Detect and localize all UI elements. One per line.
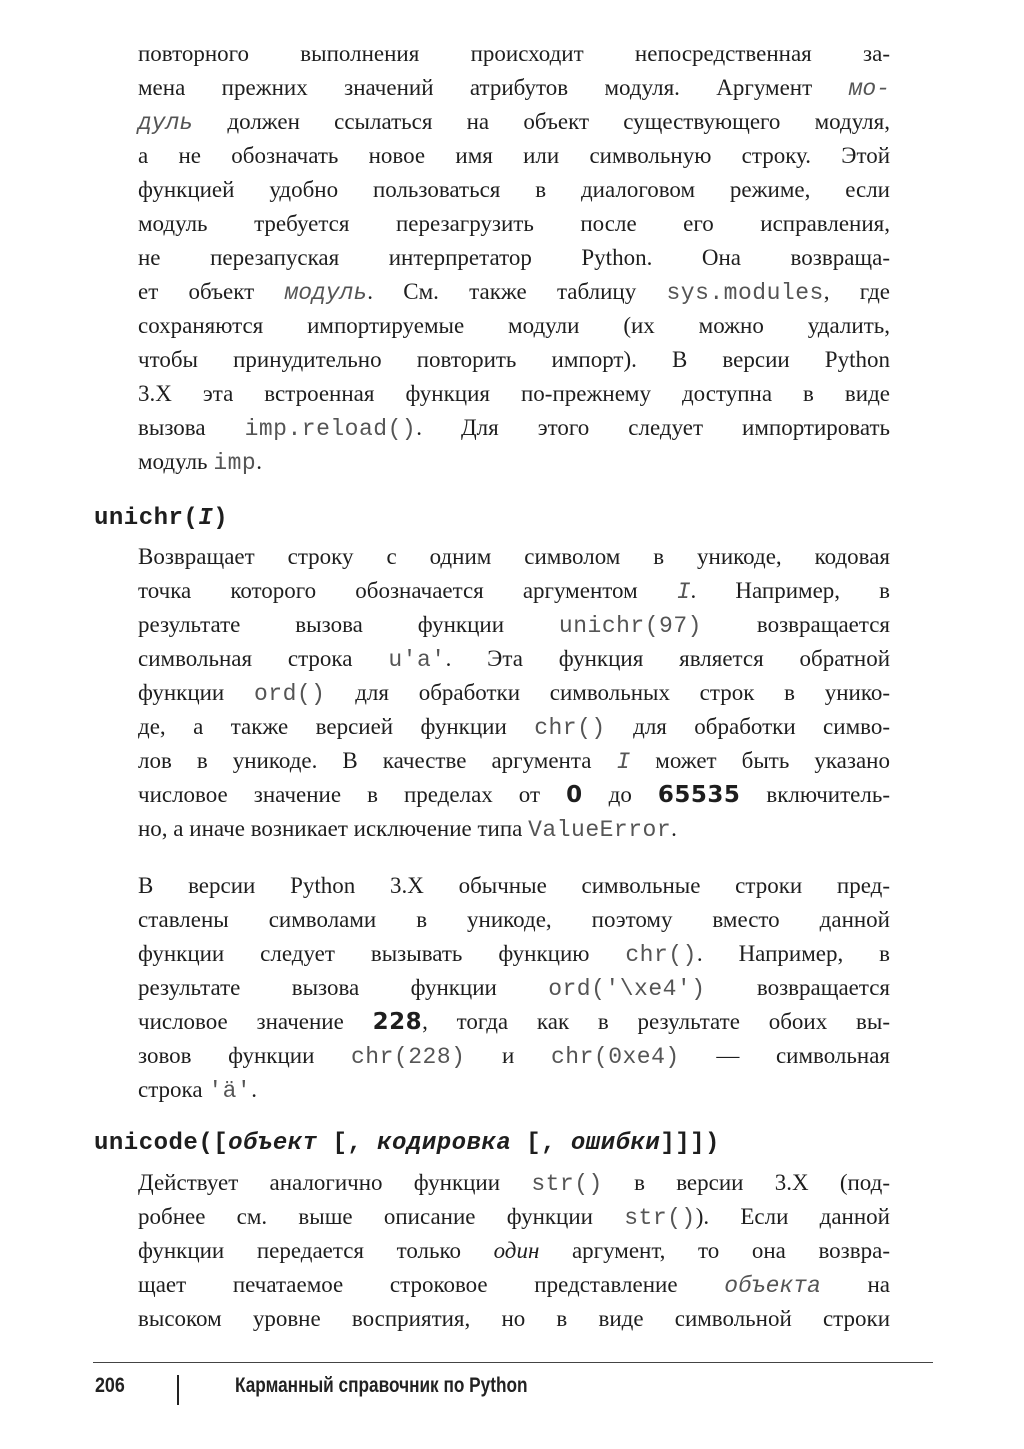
text-line: дуль должен ссылаться на объект существующего модуля,: [138, 109, 890, 136]
text-line: сохраняются импортируемые модули (их можно удалить,: [138, 313, 890, 338]
text-line: числовое значение в пределах от 0 до 65535 включитель-: [138, 782, 890, 808]
footer-separator: [177, 1375, 179, 1405]
footer-divider: [93, 1362, 933, 1363]
text-line: вызова imp.reload(). Для этого следует импортировать: [138, 415, 890, 442]
text-line: символьная строка u'a'. Эта функция является обратной: [138, 646, 890, 673]
text-line: В версии Python 3.X обычные символьные строки пред-: [138, 873, 890, 898]
text-line: результате вызова функции unichr(97) возвращается: [138, 612, 890, 639]
text-line: точка которого обозначается аргументом I. Например, в: [138, 578, 890, 605]
text-line: ет объект модуль. См. также таблицу sys.modules, где: [138, 279, 891, 306]
text-line: Возвращает строку с одним символом в уникоде, кодовая: [138, 544, 890, 569]
text-line: повторного выполнения происходит непосредственная за-: [138, 41, 890, 66]
text-line: функцией удобно пользоваться в диалоговом режиме, если: [138, 177, 890, 202]
text-line: функции ord() для обработки символьных строк в унико-: [138, 680, 890, 707]
text-line: робнее см. выше описание функции str()). Если данной: [138, 1204, 890, 1231]
text-line: модуль imp.: [138, 449, 262, 476]
text-line: числовое значение 228, тогда как в результате обоих вы-: [138, 1009, 890, 1035]
text-line: результате вызова функции ord('\xe4') возвращается: [138, 975, 890, 1002]
text-line: 3.X эта встроенная функция по-прежнему доступна в виде: [138, 381, 890, 406]
text-line: функции следует вызывать функцию chr(). Например, в: [138, 941, 890, 968]
text-line: не перезапуская интерпретатор Python. Она возвраща-: [138, 245, 890, 270]
text-line: модуль требуется перезагрузить после его исправления,: [138, 211, 890, 236]
text-line: а не обозначать новое имя или символьную строку. Этой: [138, 143, 890, 168]
footer-book-title: Карманный справочник по Python: [235, 1374, 528, 1397]
text-line: мена прежних значений атрибутов модуля. Аргумент мо-: [138, 75, 890, 102]
text-line: де, а также версией функции chr() для обработки симво-: [138, 714, 890, 741]
text-line: чтобы принудительно повторить импорт). В версии Python: [138, 347, 890, 372]
text-line: щает печатаемое строковое представление объекта на: [138, 1272, 890, 1299]
text-line: ставлены символами в уникоде, поэтому вместо данной: [138, 907, 890, 932]
function-heading-unicode: unicode([объект [, кодировка [, ошибки]]]): [94, 1130, 720, 1157]
text-line: высоком уровне восприятия, но в виде символьной строки: [138, 1306, 890, 1331]
text-line: но, а иначе возникает исключение типа ValueError.: [138, 816, 677, 843]
text-line: функции передается только один аргумент, то она возвра-: [138, 1238, 890, 1263]
text-line: лов в уникоде. В качестве аргумента I может быть указано: [138, 748, 890, 775]
text-line: Действует аналогично функции str() в версии 3.X (под-: [138, 1170, 890, 1197]
text-line: зовов функции chr(228) и chr(0xe4) — символьная: [138, 1043, 890, 1070]
page-number: 206: [95, 1374, 125, 1397]
text-line: строка 'ä'.: [138, 1077, 257, 1104]
function-heading-unichr: unichr(I): [94, 505, 229, 532]
